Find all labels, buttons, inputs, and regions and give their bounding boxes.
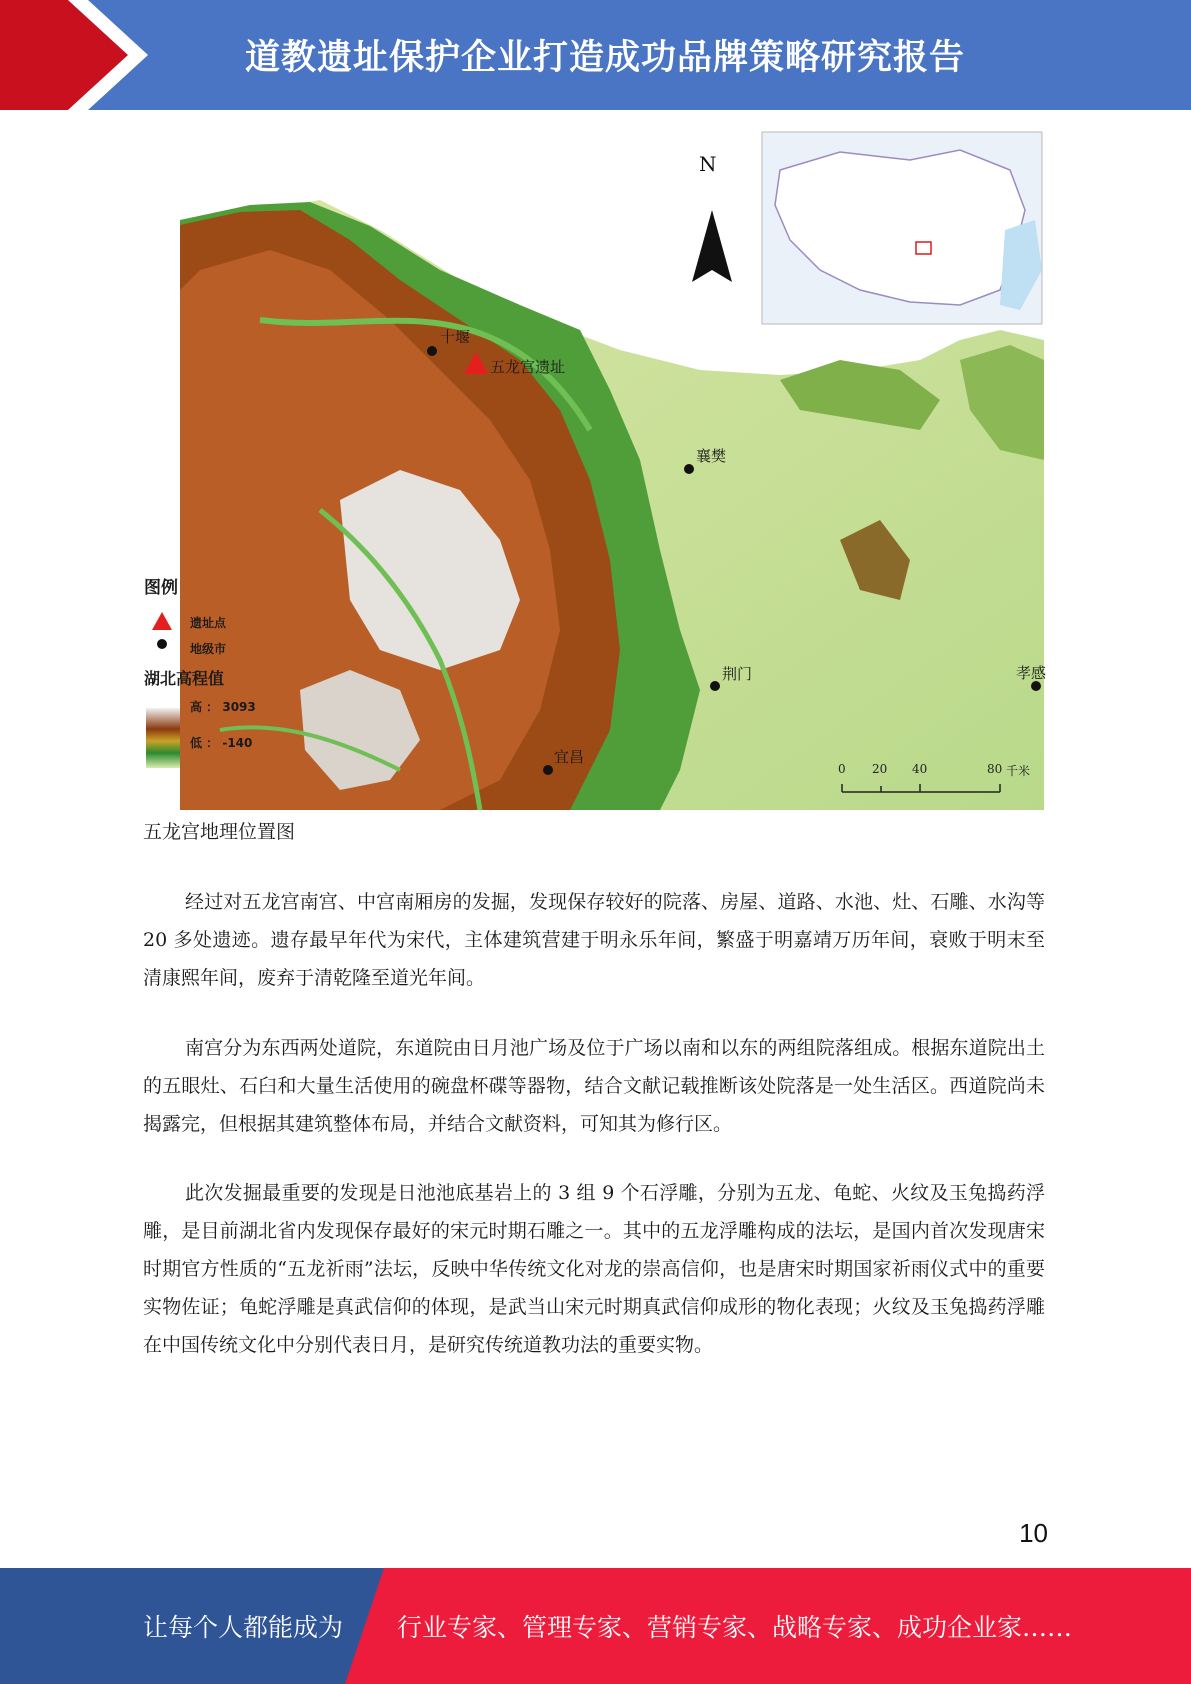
north-arrow-label: N bbox=[699, 152, 717, 176]
scale-tick-40: 40 bbox=[912, 762, 928, 776]
scale-unit: 千米 bbox=[1006, 764, 1031, 778]
header-chevron-icon bbox=[0, 0, 160, 110]
city-label-xiaogan: 孝感 bbox=[1016, 664, 1047, 682]
footer-slogan-left: 让每个人都能成为 bbox=[143, 1613, 344, 1642]
city-label-shiyan: 十堰 bbox=[440, 328, 471, 346]
legend-high-label: 高 ： 3093 bbox=[190, 700, 256, 714]
legend-site-row bbox=[144, 612, 264, 638]
city-label-xiangfan: 襄樊 bbox=[696, 447, 727, 465]
page-number: 10 bbox=[1019, 1518, 1048, 1548]
scale-tick-80: 80 bbox=[987, 762, 1003, 776]
report-title: 道教遗址保护企业打造成功品牌策略研究报告 bbox=[245, 38, 966, 78]
legend-low-label: 低 ： -140 bbox=[190, 736, 253, 750]
body-paragraph-1: 经过对五龙宫南宫、中宫南厢房的发掘，发现保存较好的院落、房屋、道路、水池、灶、石雕、水沟等 20 多处遗迹。遗存最早年代为宋代，主体建筑营建于明永乐年间，繁盛于明嘉靖万历年间，衰败于明末至清康熙年间，废弃于清乾隆至道光年间。 bbox=[143, 891, 1045, 989]
city-label-yichang: 宜昌 bbox=[554, 748, 585, 766]
footer-slogan-right: 行业专家、管理专家、营销专家、战略专家、成功企业家…… bbox=[397, 1613, 1073, 1642]
city-label-jingmen: 荆门 bbox=[722, 665, 753, 683]
legend-city-label: 地级市 bbox=[190, 642, 227, 656]
site-label-wulonggong: 五龙宫遗址 bbox=[490, 358, 566, 376]
location-map bbox=[140, 130, 1047, 810]
map-legend bbox=[144, 573, 264, 748]
legend-site-label: 遗址点 bbox=[190, 616, 227, 630]
legend-elevation-title: 湖北高程值 bbox=[144, 669, 225, 688]
legend-city-row bbox=[144, 638, 264, 664]
page-header bbox=[0, 0, 1191, 110]
page-footer bbox=[0, 1568, 1191, 1684]
body-paragraph-2: 南宫分为东西两处道院，东道院由日月池广场及位于广场以南和以东的两组院落组成。根据东道院出土的五眼灶、石臼和大量生活使用的碗盘杯碟等器物，结合文献记载推断该处院落是一处生活区。西道院尚未揭露完，但根据其建筑整体布局，并结合文献资料，可知其为修行区。 bbox=[143, 1037, 1045, 1135]
scale-tick-0: 0 bbox=[838, 762, 846, 776]
china-inset-map bbox=[762, 132, 1042, 324]
figure-caption: 五龙宫地理位置图 bbox=[143, 821, 296, 843]
legend-title: 图例 bbox=[144, 578, 178, 598]
scale-tick-20: 20 bbox=[872, 762, 888, 776]
legend-high-row bbox=[144, 696, 264, 722]
legend-low-row bbox=[144, 722, 264, 748]
body-paragraph-3: 此次发掘最重要的发现是日池池底基岩上的 3 组 9 个石浮雕，分别为五龙、龟蛇、火纹及玉兔捣药浮雕，是目前湖北省内发现保存最好的宋元时期石雕之一。其中的五龙浮雕构成的法坛，是国内首次发现唐宋时期官方性质的“五龙祈雨”法坛，反映中华传统文化对龙的崇高信仰，也是唐宋时期国家祈雨仪式中的重要实物佐证；龟蛇浮雕是真武信仰的体现，是武当山宋元时期真武信仰成形的物化表现；火纹及玉兔捣药浮雕在中国传统文化中分别代表日月，是研究传统道教功法的重要实物。 bbox=[143, 1182, 1045, 1356]
